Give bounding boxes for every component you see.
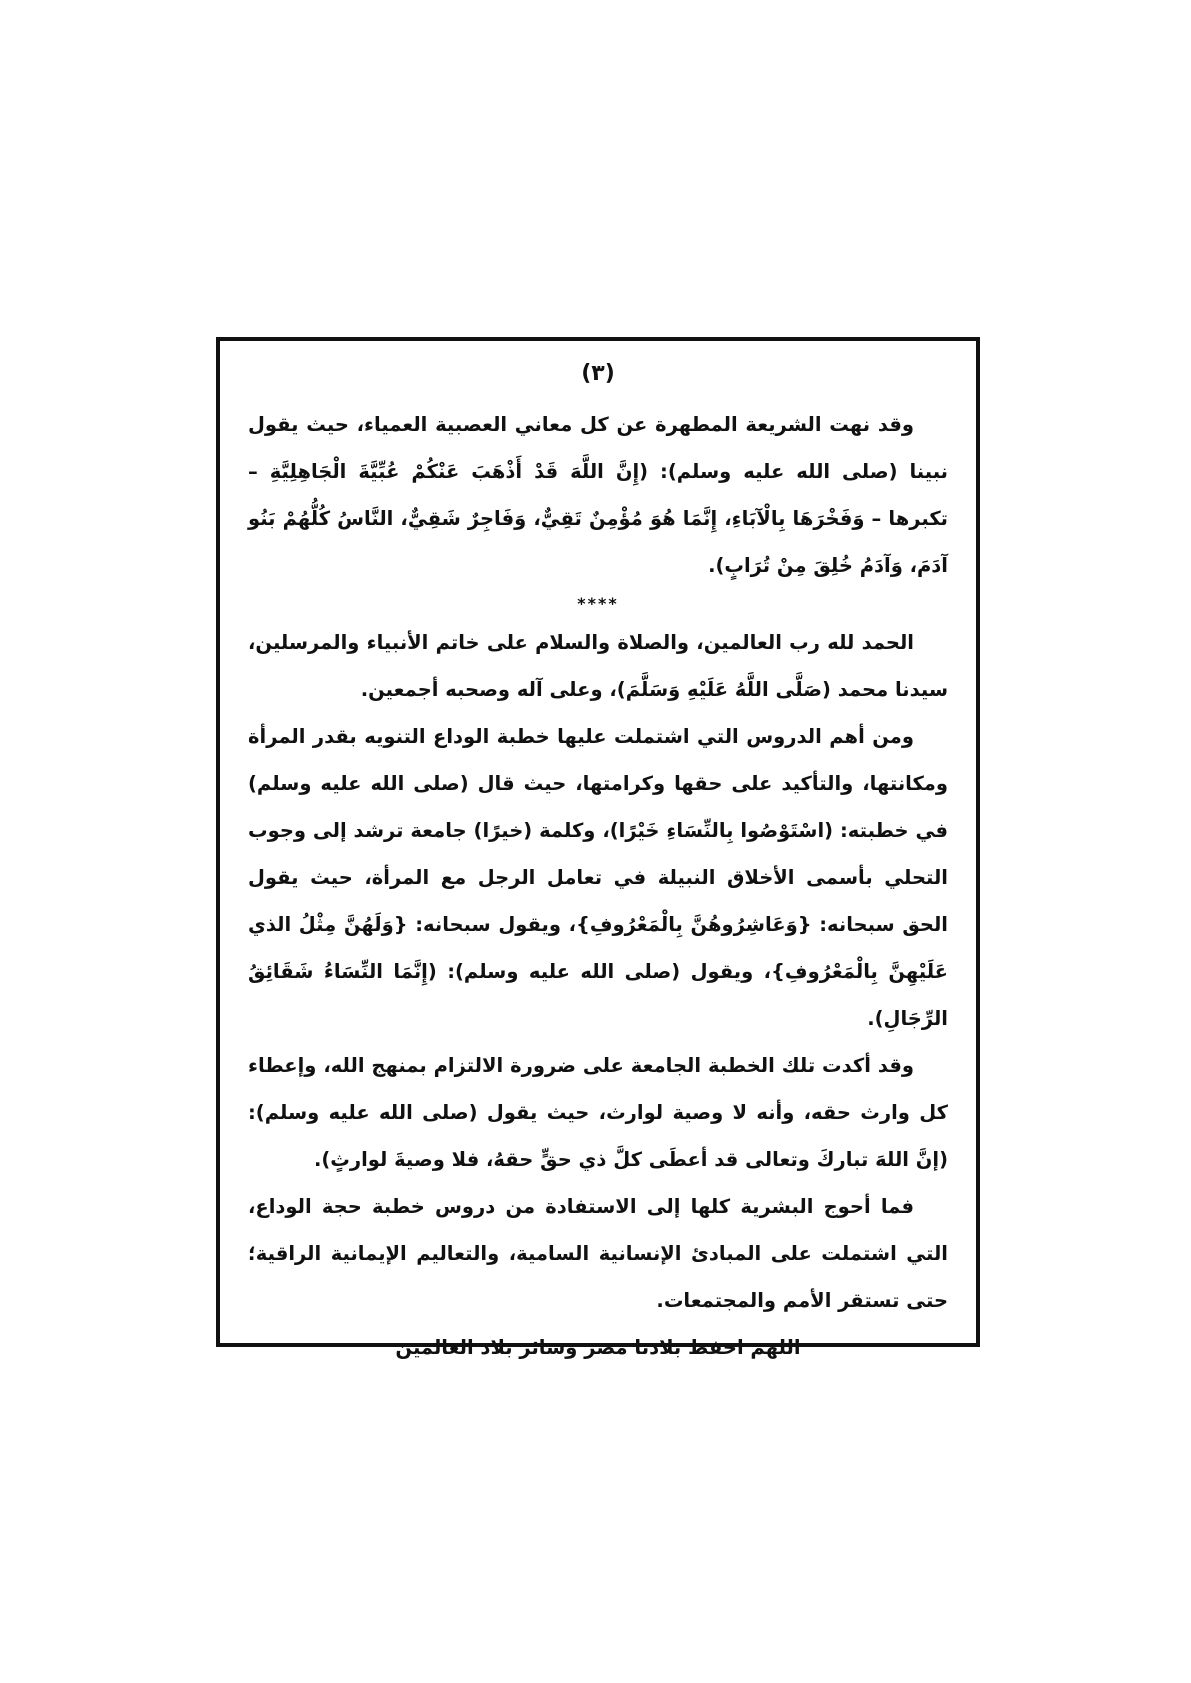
- paragraph-inheritance: وقد أكدت تلك الخطبة الجامعة على ضرورة الالتزام بمنهج الله، وإعطاء كل وارث حقه، وأنه لا وصية لوارث، حيث يقول (صلى الله عليه وسلم): (إنَّ اللهَ تباركَ وتعالى قد أعطَى كلَّ ذي حقٍّ حقهُ، فلا وصيةَ لوارثٍ).: [248, 1054, 948, 1171]
- document-body: [248, 401, 948, 1371]
- paragraph-women-rights: ومن أهم الدروس التي اشتملت عليها خطبة الوداع التنويه بقدر المرأة ومكانتها، والتأكيد على حقها وكرامتها، حيث قال (صلى الله عليه وسلم) في خطبته: (اسْتَوْصُوا بِالنِّسَاءِ خَيْرًا)، وكلمة (خيرًا) جامعة ترشد إلى وجوب التحلي بأسمى الأخلاق النبيلة في تعامل الرجل مع المرأة، حيث يقول الحق سبحانه: {وَعَاشِرُوهُنَّ بِالْمَعْرُوفِ}، ويقول سبحانه: {وَلَهُنَّ مِثْلُ الذي عَلَيْهِنَّ بِالْمَعْرُوفِ}، ويقول (صلى الله عليه وسلم): (إِنَّمَا النِّسَاءُ شَقَائِقُ الرِّجَالِ).: [248, 725, 948, 1030]
- paragraph-praise: الحمد لله رب العالمين، والصلاة والسلام على خاتم الأنبياء والمرسلين، سيدنا محمد (صَلَّى اللَّهُ عَلَيْهِ وَسَلَّمَ)، وعلى آله وصحبه أجمعين.: [248, 631, 948, 701]
- page-number: (٣): [581, 361, 615, 386]
- closing-prayer: اللهم احفظ بلادنا مصر وسائر بلاد العالمين: [395, 1336, 801, 1359]
- paragraph-lessons: فما أحوج البشرية كلها إلى الاستفادة من دروس خطبة حجة الوداع، التي اشتملت على المبادئ الإنسانية السامية، والتعاليم الإيمانية الراقية؛ حتى تستقر الأمم والمجتمعات.: [248, 1195, 948, 1312]
- page-frame: [216, 337, 980, 1359]
- section-separator: ****: [577, 594, 619, 613]
- paragraph-tribalism: وقد نهت الشريعة المطهرة عن كل معاني العصبية العمياء، حيث يقول نبينا (صلى الله عليه وسلم): (إِنَّ اللَّهَ قَدْ أَذْهَبَ عَنْكُمْ عُبِّيَّةَ الْجَاهِلِيَّةِ – تكبرها – وَفَخْرَهَا بِالْآبَاءِ، إِنَّمَا هُوَ مُؤْمِنٌ تَقِيٌّ، وَفَاجِرٌ شَقِيٌّ، النَّاسُ كُلُّهُمْ بَنُو آدَمَ، وَآدَمُ خُلِقَ مِنْ تُرَابٍ).: [248, 413, 948, 577]
